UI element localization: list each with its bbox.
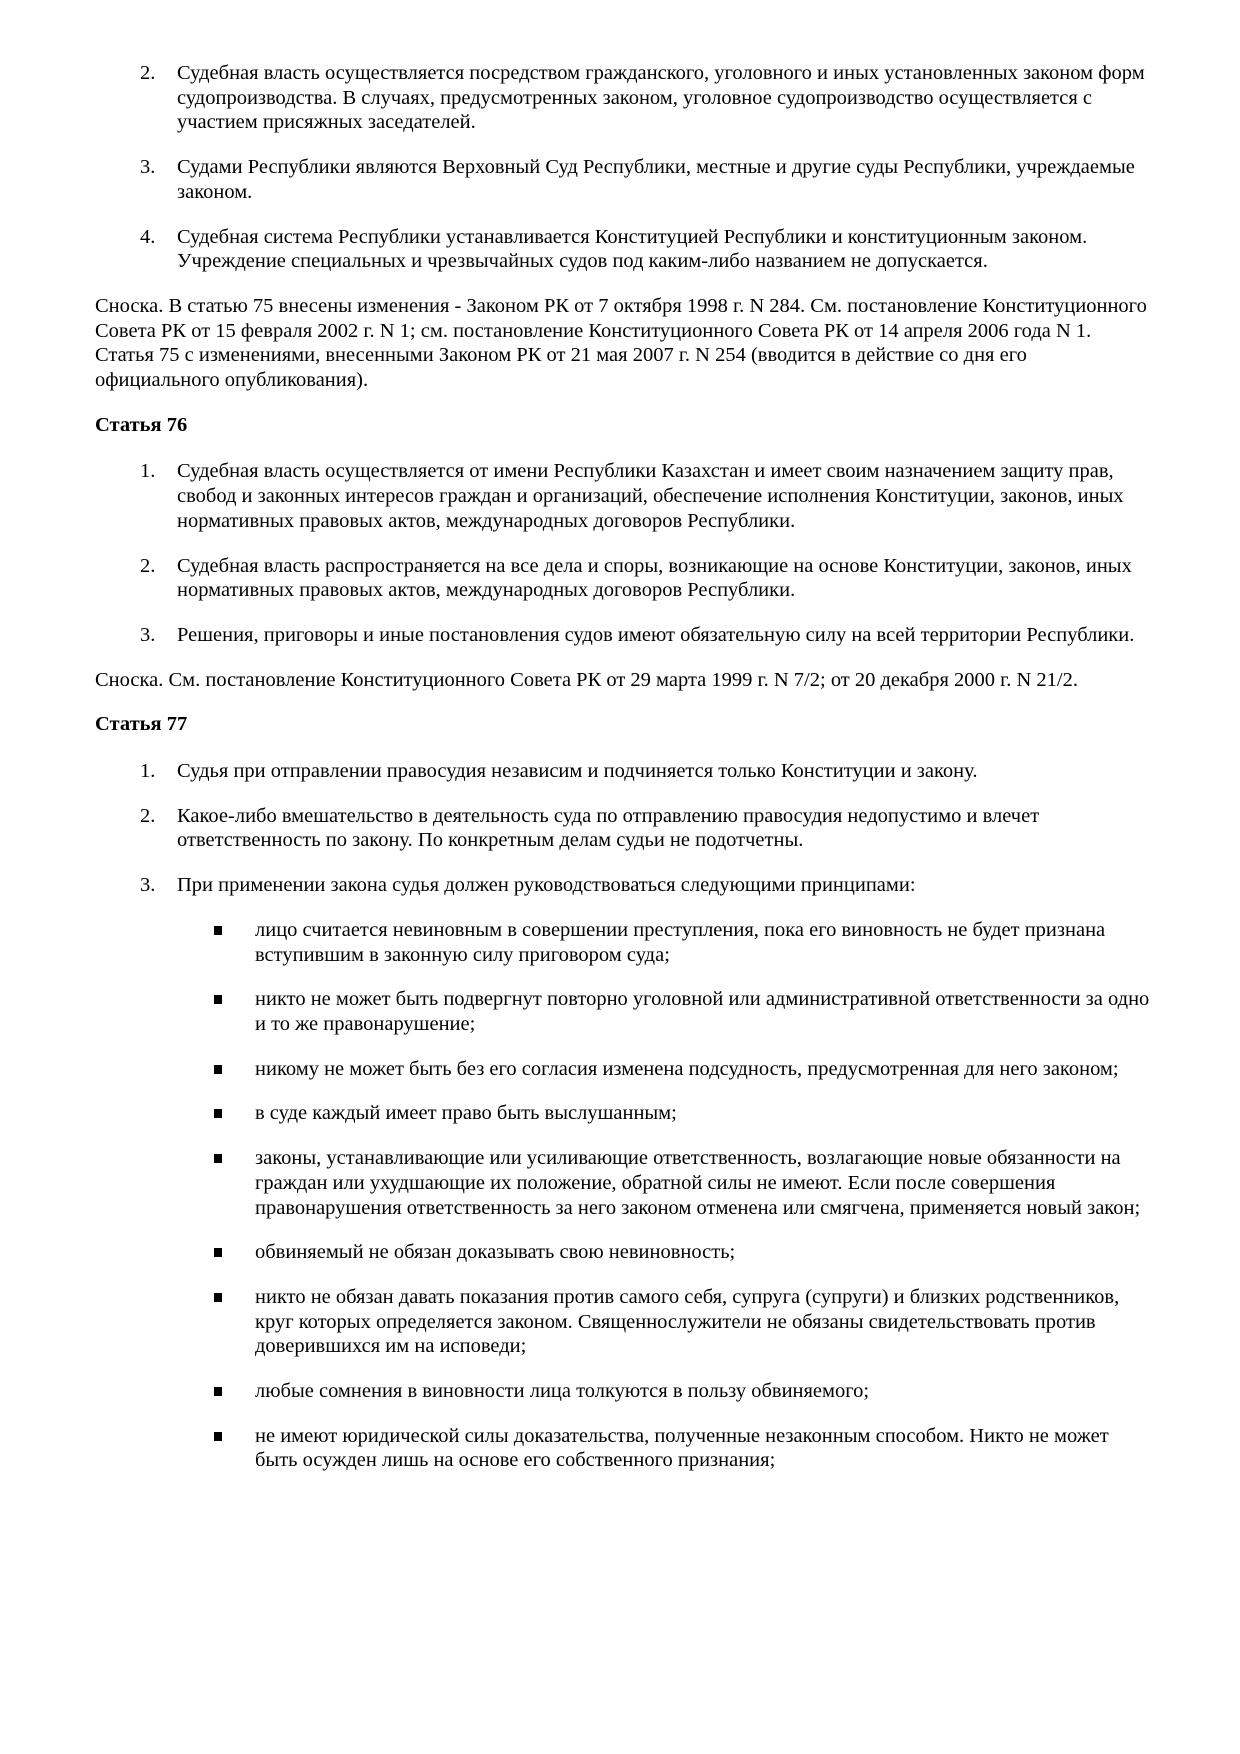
article-77-list — [95, 759, 1152, 898]
list-item-number: 4. — [140, 225, 156, 248]
list-item-text: Судами Республики являются Верховный Суд Республики, местные и другие суды Республики, учреждаемые законом. — [177, 156, 1135, 203]
article-76-item-1 — [95, 459, 1152, 533]
square-bullet-icon — [214, 1109, 222, 1118]
principle-text: любые сомнения в виновности лица толкуются в пользу обвиняемого; — [255, 1380, 870, 1403]
list-item-number: 1. — [140, 460, 156, 483]
list-item-number: 2. — [140, 62, 156, 84]
principle-item — [95, 918, 1152, 967]
article-77-item-2 — [95, 804, 1152, 853]
principle-text: обвиняемый не обязан доказывать свою невиновность; — [255, 1241, 736, 1264]
principle-text: не имеют юридической силы доказательства, полученные незаконным способом. Никто не может быть осужден лишь на основе его собственного признания; — [255, 1424, 1109, 1472]
article-75-list — [95, 61, 1152, 274]
principle-text: законы, устанавливающие или усиливающие ответственность, возлагающие новые обязанности на граждан или ухудшающие их положение, обратной силы не имеют. Если после совершения правонарушения ответственность за него законом отменена или смягчена, применяется новый закон; — [255, 1147, 1141, 1219]
article-76-heading: Статья 76 — [95, 413, 188, 436]
list-item-text: Какое-либо вмешательство в деятельность суда по отправлению правосудия недопустимо и влечет ответственность по закону. По конкретным делам судьи не подотчетны. — [177, 804, 1040, 852]
list-item-number: 2. — [140, 554, 156, 577]
principle-text: в суде каждый имеет право быть выслушанным; — [255, 1102, 677, 1125]
list-item-number: 3. — [140, 156, 156, 179]
article-75-item-4 — [95, 225, 1152, 274]
principle-text: никто не обязан давать показания против самого себя, супруга (супруги) и близких родственников, круг которых определяется законом. Священнослужители не обязаны свидетельствовать против доверившихся им на исповеди; — [255, 1285, 1120, 1358]
principle-item — [95, 1146, 1152, 1220]
square-bullet-icon — [214, 1432, 222, 1441]
principle-item — [95, 1057, 1152, 1082]
principle-item — [95, 1240, 1152, 1265]
principle-item — [95, 1379, 1152, 1404]
square-bullet-icon — [214, 1065, 222, 1074]
list-item-number: 1. — [140, 760, 156, 783]
principle-item — [95, 987, 1152, 1036]
list-item-text: При применении закона судья должен руководствоваться следующими принципами: — [177, 874, 916, 897]
square-bullet-icon — [214, 1248, 222, 1257]
principle-item — [95, 1285, 1152, 1359]
square-bullet-icon — [214, 1387, 222, 1396]
article-77-item-3 — [95, 873, 1152, 898]
list-item-text: Судья при отправлении правосудия независим и подчиняется только Конституции и закону. — [177, 760, 978, 783]
principle-item — [95, 1101, 1152, 1126]
list-item-number: 2. — [140, 804, 156, 827]
principle-item — [95, 1424, 1152, 1473]
article-75-item-3 — [95, 155, 1152, 204]
footnote-article-76: Сноска. См. постановление Конституционного Совета РК от 29 марта 1999 г. N 7/2; от 20 декабря 2000 г. N 21/2. — [95, 668, 1078, 691]
list-item-text: Судебная власть осуществляется посредством гражданского, уголовного и иных установленных законом форм судопроизводства. В случаях, предусмотренных законом, уголовное судопроизводство осуществляется с участием присяжных заседателей. — [177, 62, 1145, 134]
footnote-article-75: Сноска. В статью 75 внесены изменения - Законом РК от 7 октября 1998 г. N 284. См. постановление Конституционного Совета РК от 15 февраля 2002 г. N 1; см. постановление Конституционного Совета РК от 14 апреля 2006 года N 1. Статья 75 с изменениями, внесенными Законом РК от 21 мая 2007 г. N 254 (вводится в действие со дня его официального опубликования). — [95, 294, 1147, 392]
article-77-principles-list — [95, 918, 1152, 1473]
list-item-number: 3. — [140, 874, 156, 897]
article-76-item-3 — [95, 623, 1152, 648]
square-bullet-icon — [214, 1154, 222, 1163]
article-76-item-2 — [95, 554, 1152, 603]
square-bullet-icon — [214, 995, 222, 1004]
list-item-text: Судебная власть распространяется на все дела и споры, возникающие на основе Конституции, законов, иных нормативных правовых актов, международных договоров Республики. — [177, 554, 1132, 602]
list-item-text: Судебная система Республики устанавливается Конституцией Республики и конституционным законом. Учреждение специальных и чрезвычайных судов под каким-либо названием не допускается. — [177, 225, 1088, 273]
list-item-number: 3. — [140, 623, 156, 646]
list-item-text: Судебная власть осуществляется от имени Республики Казахстан и имеет своим назначением защиту прав, свобод и законных интересов граждан и организаций, обеспечение исполнения Конституции, законов, иных нормативных правовых актов, международных договоров Республики. — [177, 460, 1124, 532]
list-item-text: Решения, приговоры и иные постановления судов имеют обязательную силу на всей территории Республики. — [177, 623, 1135, 646]
article-77-heading: Статья 77 — [95, 713, 188, 736]
article-75-item-2 — [95, 61, 1152, 135]
article-76-list — [95, 459, 1152, 647]
square-bullet-icon — [214, 926, 222, 935]
principle-text: никому не может быть без его согласия изменена подсудность, предусмотренная для него законом; — [255, 1057, 1119, 1080]
square-bullet-icon — [214, 1293, 222, 1302]
principle-text: никто не может быть подвергнут повторно уголовной или административной ответственности за одно и то же правонарушение; — [255, 988, 1150, 1035]
article-77-item-1 — [95, 759, 1152, 784]
principle-text: лицо считается невиновным в совершении преступления, пока его виновность не будет признана вступившим в законную силу приговором суда; — [255, 918, 1106, 966]
